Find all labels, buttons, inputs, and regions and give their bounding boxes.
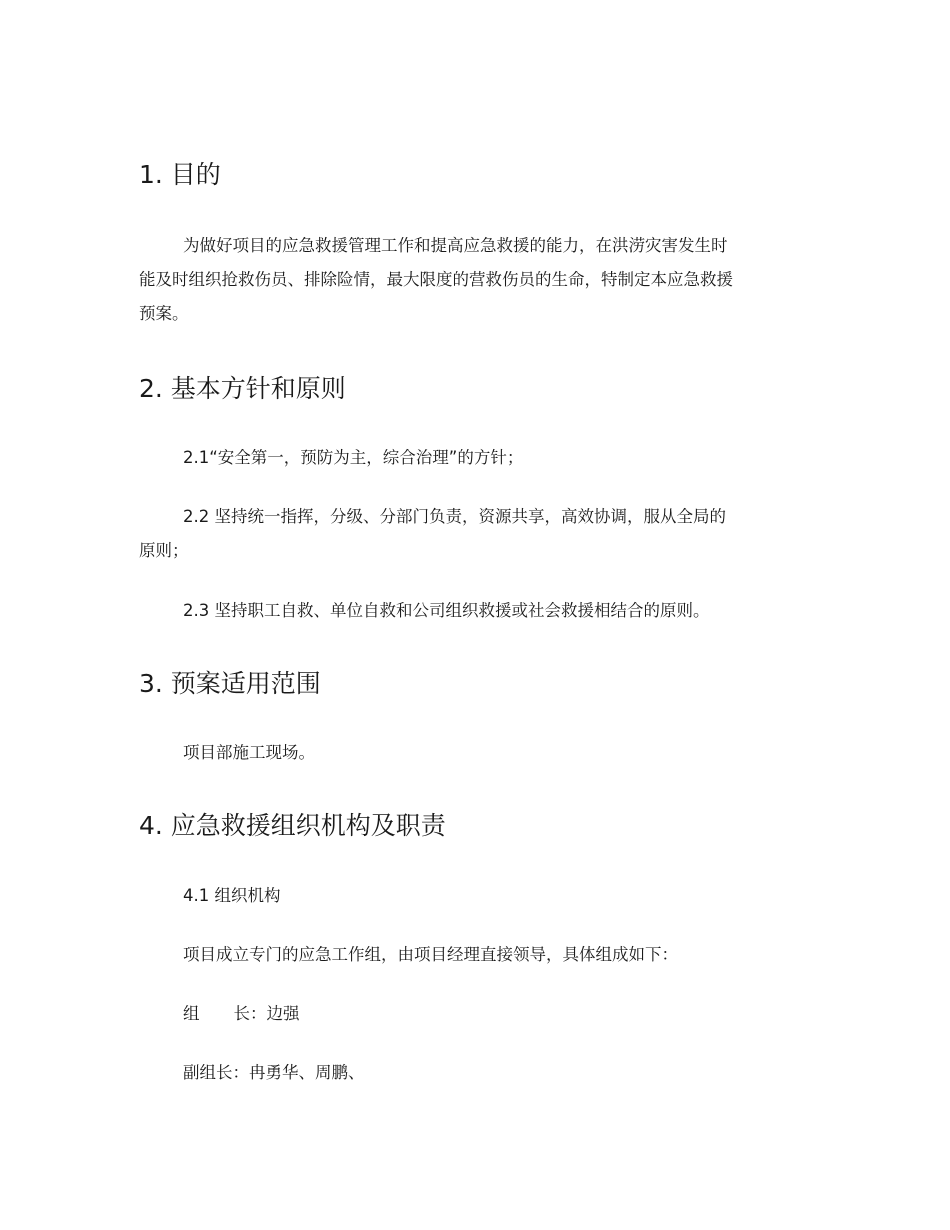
paragraph-line: 为做好项目的应急救援管理工作和提高应急救援的能力，在洪涝灾害发生时: [183, 236, 728, 255]
section-heading-purpose: 1. 目的: [139, 160, 221, 189]
paragraph-line: 能及时组织抢救伤员、排除险情，最大限度的营救伤员的生命，特制定本应急救援: [139, 270, 733, 289]
paragraph-line: 2.1“安全第一，预防为主，综合治理”的方针；: [183, 448, 524, 467]
leader-name: 长：边强: [233, 1004, 300, 1023]
leader-label: 组: [183, 1004, 200, 1023]
paragraph-line: 2.3 坚持职工自救、单位自救和公司组织救援或社会救援相结合的原则。: [183, 601, 710, 620]
paragraph-line: 项目部施工现场。: [183, 743, 315, 762]
leader-line: [183, 1004, 300, 1024]
paragraph-line: 原则；: [139, 541, 189, 560]
paragraph-line: 2.2 坚持统一指挥，分级、分部门负责，资源共享，高效协调，服从全局的: [183, 507, 726, 526]
section-heading-principles: 2. 基本方针和原则: [139, 374, 346, 403]
deputy-leader-line: 副组长：冉勇华、周鹏、: [183, 1063, 365, 1082]
section-heading-organization: 4. 应急救援组织机构及职责: [139, 811, 446, 840]
paragraph-line: 预案。: [139, 304, 189, 323]
paragraph-line: 项目成立专门的应急工作组，由项目经理直接领导，具体组成如下：: [183, 945, 678, 964]
paragraph-line: 4.1 组织机构: [183, 886, 281, 905]
section-heading-scope: 3. 预案适用范围: [139, 669, 321, 698]
